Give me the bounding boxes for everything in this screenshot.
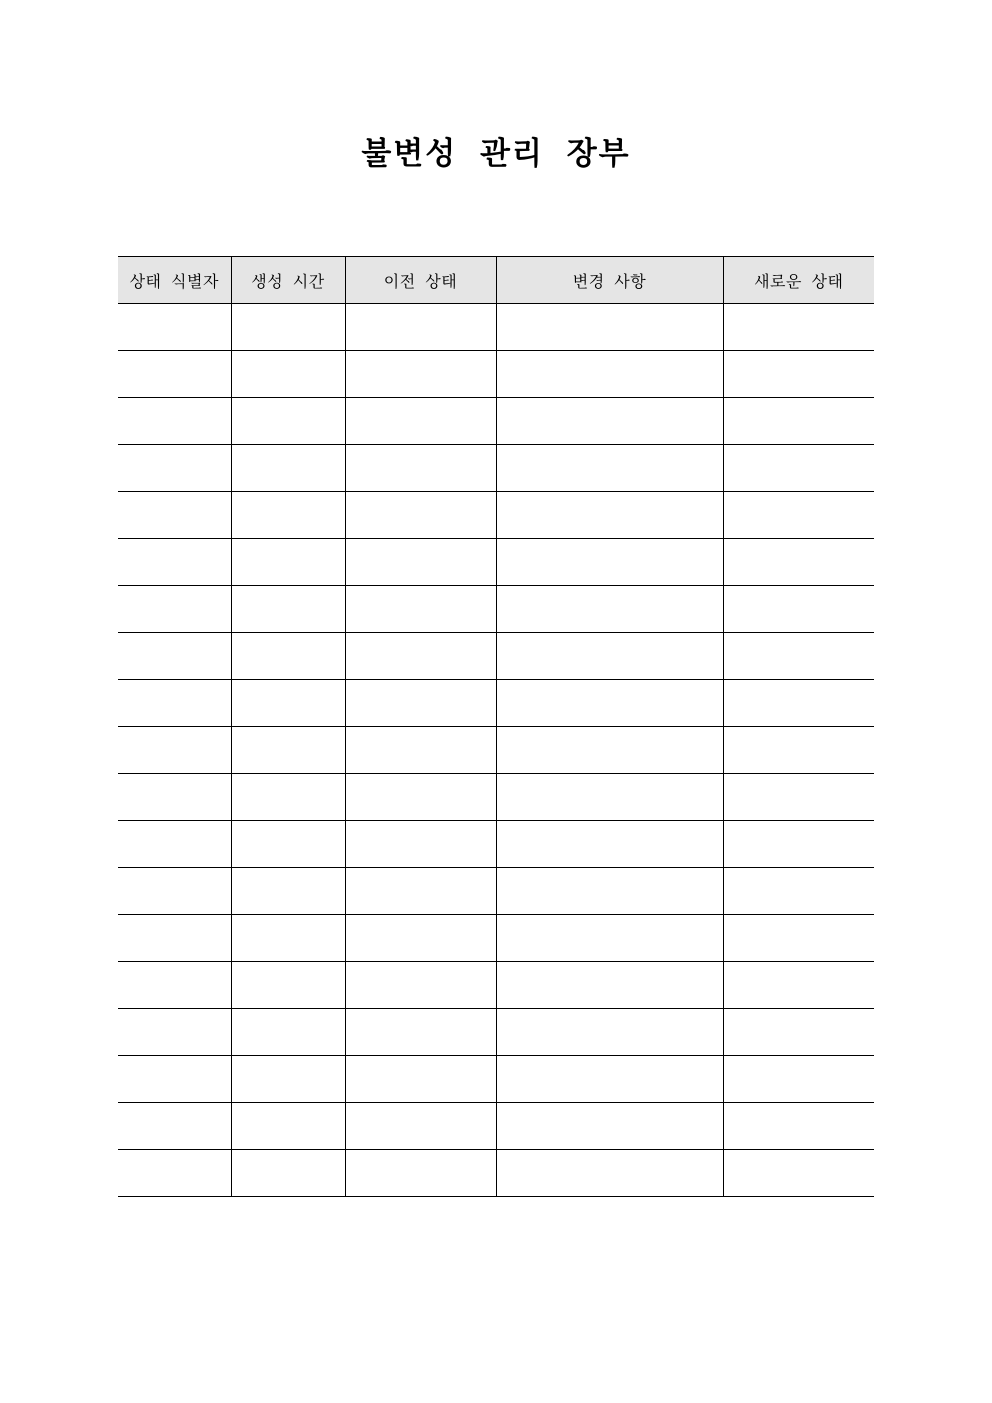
changes-cell[interactable]: [496, 1103, 723, 1150]
new-state-cell[interactable]: [723, 680, 874, 727]
table-row: [118, 445, 874, 492]
table-row: [118, 727, 874, 774]
previous-state-cell[interactable]: [345, 1056, 496, 1103]
previous-state-cell[interactable]: [345, 586, 496, 633]
changes-cell[interactable]: [496, 445, 723, 492]
previous-state-cell[interactable]: [345, 1150, 496, 1197]
column-header-created-time: 생성 시간: [231, 257, 345, 304]
created-time-cell[interactable]: [231, 962, 345, 1009]
table-row: [118, 304, 874, 351]
state-id-cell[interactable]: [118, 774, 231, 821]
table-row: [118, 821, 874, 868]
column-header-state-id: 상태 식별자: [118, 257, 231, 304]
created-time-cell[interactable]: [231, 492, 345, 539]
changes-cell[interactable]: [496, 398, 723, 445]
table-row: [118, 915, 874, 962]
previous-state-cell[interactable]: [345, 821, 496, 868]
table-row: [118, 351, 874, 398]
changes-cell[interactable]: [496, 962, 723, 1009]
previous-state-cell[interactable]: [345, 727, 496, 774]
created-time-cell[interactable]: [231, 304, 345, 351]
previous-state-cell[interactable]: [345, 1009, 496, 1056]
column-header-previous-state: 이전 상태: [345, 257, 496, 304]
table-row: [118, 868, 874, 915]
previous-state-cell[interactable]: [345, 868, 496, 915]
created-time-cell[interactable]: [231, 539, 345, 586]
table-row: [118, 398, 874, 445]
created-time-cell[interactable]: [231, 821, 345, 868]
new-state-cell[interactable]: [723, 398, 874, 445]
new-state-cell[interactable]: [723, 351, 874, 398]
created-time-cell[interactable]: [231, 868, 345, 915]
created-time-cell[interactable]: [231, 1150, 345, 1197]
previous-state-cell[interactable]: [345, 304, 496, 351]
table-row: [118, 1150, 874, 1197]
previous-state-cell[interactable]: [345, 539, 496, 586]
changes-cell[interactable]: [496, 586, 723, 633]
new-state-cell[interactable]: [723, 633, 874, 680]
previous-state-cell[interactable]: [345, 633, 496, 680]
column-header-new-state: 새로운 상태: [723, 257, 874, 304]
table-row: [118, 962, 874, 1009]
state-id-cell[interactable]: [118, 539, 231, 586]
new-state-cell[interactable]: [723, 539, 874, 586]
table-row: [118, 680, 874, 727]
new-state-cell[interactable]: [723, 1056, 874, 1103]
new-state-cell[interactable]: [723, 868, 874, 915]
document-title: 불변성 관리 장부: [361, 136, 631, 172]
previous-state-cell[interactable]: [345, 492, 496, 539]
previous-state-cell[interactable]: [345, 351, 496, 398]
state-id-cell[interactable]: [118, 727, 231, 774]
state-id-cell[interactable]: [118, 492, 231, 539]
changes-cell[interactable]: [496, 633, 723, 680]
state-id-cell[interactable]: [118, 633, 231, 680]
table-body: [118, 304, 874, 1197]
changes-cell[interactable]: [496, 727, 723, 774]
created-time-cell[interactable]: [231, 586, 345, 633]
created-time-cell[interactable]: [231, 398, 345, 445]
ledger-table: [118, 256, 874, 1197]
changes-cell[interactable]: [496, 1056, 723, 1103]
new-state-cell[interactable]: [723, 304, 874, 351]
table-row: [118, 1009, 874, 1056]
state-id-cell[interactable]: [118, 398, 231, 445]
new-state-cell[interactable]: [723, 1009, 874, 1056]
changes-cell[interactable]: [496, 1009, 723, 1056]
new-state-cell[interactable]: [723, 445, 874, 492]
created-time-cell[interactable]: [231, 727, 345, 774]
new-state-cell[interactable]: [723, 774, 874, 821]
changes-cell[interactable]: [496, 774, 723, 821]
table-row: [118, 1103, 874, 1150]
state-id-cell[interactable]: [118, 1103, 231, 1150]
state-id-cell[interactable]: [118, 1056, 231, 1103]
changes-cell[interactable]: [496, 821, 723, 868]
new-state-cell[interactable]: [723, 915, 874, 962]
new-state-cell[interactable]: [723, 821, 874, 868]
created-time-cell[interactable]: [231, 1056, 345, 1103]
changes-cell[interactable]: [496, 539, 723, 586]
new-state-cell[interactable]: [723, 1150, 874, 1197]
previous-state-cell[interactable]: [345, 962, 496, 1009]
changes-cell[interactable]: [496, 304, 723, 351]
previous-state-cell[interactable]: [345, 774, 496, 821]
state-id-cell[interactable]: [118, 680, 231, 727]
created-time-cell[interactable]: [231, 774, 345, 821]
table-row: [118, 774, 874, 821]
changes-cell[interactable]: [496, 1150, 723, 1197]
table-row: [118, 586, 874, 633]
created-time-cell[interactable]: [231, 633, 345, 680]
state-id-cell[interactable]: [118, 1009, 231, 1056]
created-time-cell[interactable]: [231, 680, 345, 727]
previous-state-cell[interactable]: [345, 398, 496, 445]
created-time-cell[interactable]: [231, 1103, 345, 1150]
created-time-cell[interactable]: [231, 915, 345, 962]
previous-state-cell[interactable]: [345, 445, 496, 492]
changes-cell[interactable]: [496, 915, 723, 962]
changes-cell[interactable]: [496, 492, 723, 539]
state-id-cell[interactable]: [118, 962, 231, 1009]
table-header-row: [118, 257, 874, 304]
new-state-cell[interactable]: [723, 962, 874, 1009]
state-id-cell[interactable]: [118, 304, 231, 351]
previous-state-cell[interactable]: [345, 680, 496, 727]
new-state-cell[interactable]: [723, 586, 874, 633]
state-id-cell[interactable]: [118, 586, 231, 633]
new-state-cell[interactable]: [723, 492, 874, 539]
state-id-cell[interactable]: [118, 868, 231, 915]
table-row: [118, 1056, 874, 1103]
changes-cell[interactable]: [496, 680, 723, 727]
state-id-cell[interactable]: [118, 1150, 231, 1197]
state-id-cell[interactable]: [118, 445, 231, 492]
state-id-cell[interactable]: [118, 351, 231, 398]
new-state-cell[interactable]: [723, 727, 874, 774]
created-time-cell[interactable]: [231, 1009, 345, 1056]
created-time-cell[interactable]: [231, 445, 345, 492]
column-header-changes: 변경 사항: [496, 257, 723, 304]
previous-state-cell[interactable]: [345, 1103, 496, 1150]
table-row: [118, 633, 874, 680]
table-row: [118, 492, 874, 539]
created-time-cell[interactable]: [231, 351, 345, 398]
table-row: [118, 539, 874, 586]
changes-cell[interactable]: [496, 351, 723, 398]
changes-cell[interactable]: [496, 868, 723, 915]
state-id-cell[interactable]: [118, 821, 231, 868]
state-id-cell[interactable]: [118, 915, 231, 962]
new-state-cell[interactable]: [723, 1103, 874, 1150]
previous-state-cell[interactable]: [345, 915, 496, 962]
